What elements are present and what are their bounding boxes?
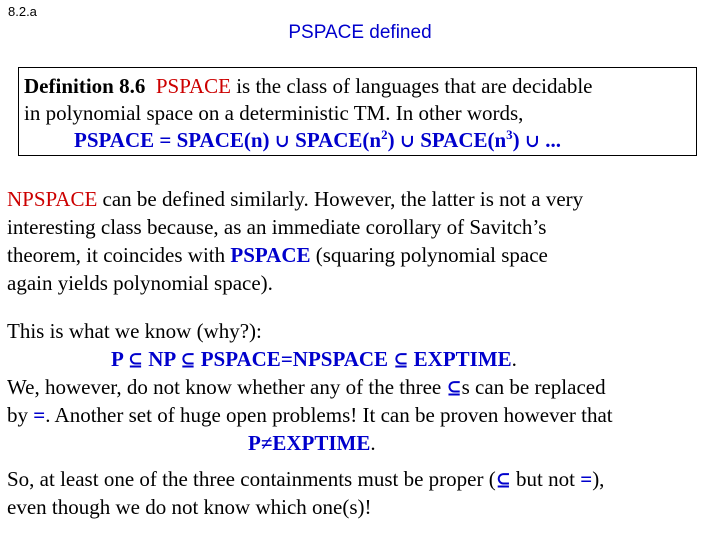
- npspace-line-3-start: theorem, it coincides with: [7, 243, 231, 267]
- union-symbol: ∪: [274, 131, 290, 152]
- definition-line-1-rest: is the class of languages that are decidable: [230, 74, 593, 98]
- know-line-4-end: . Another set of huge open problems! It can be proven however that: [45, 403, 613, 427]
- npspace-line-2: interesting class because, as an immediate corollary of Savitch’s: [7, 215, 547, 239]
- union-symbol: ∪: [524, 131, 541, 152]
- npspace-line-4: again yields polynomial space).: [7, 271, 273, 295]
- npspace-term: NPSPACE: [7, 187, 98, 211]
- definition-line-1: [24, 74, 593, 99]
- know-line-1: This is what we know (why?):: [7, 319, 262, 343]
- know-line-6: [7, 467, 604, 492]
- ellipsis: ...: [540, 128, 562, 152]
- know-line-3-end: s can be replaced: [461, 375, 606, 399]
- chain-pspace: PSPACE=NPSPACE: [195, 347, 394, 371]
- npspace-line-3-end: (squaring polynomial space: [310, 243, 548, 267]
- know-line-3-start: We, however, do not know whether any of the three: [7, 375, 447, 399]
- npspace-line-1: [7, 187, 583, 212]
- know-line-3: [7, 375, 606, 400]
- pspace-term: PSPACE: [230, 243, 311, 267]
- chain-exptime: EXPTIME: [408, 347, 512, 371]
- subseteq-symbol: ⊆: [495, 470, 511, 491]
- subseteq-symbol: ⊆: [446, 378, 462, 399]
- subseteq-symbol: ⊆: [393, 350, 409, 371]
- slide-title: PSPACE defined: [288, 22, 432, 43]
- slide-number: 8.2.a: [8, 4, 37, 19]
- subseteq-symbol: ⊆: [127, 350, 144, 371]
- neq-period: .: [370, 431, 376, 455]
- pspace-equation: [74, 128, 561, 153]
- subseteq-symbol: ⊆: [180, 350, 196, 371]
- chain-p: P: [111, 347, 128, 371]
- chain-period: .: [511, 347, 517, 371]
- know-line-6-start: So, at least one of the three containments must be proper (: [7, 467, 496, 491]
- npspace-line-1-rest: can be defined similarly. However, the latter is not a very: [97, 187, 584, 211]
- equation-part-4: SPACE(n: [414, 128, 507, 152]
- equals-symbol: =: [580, 467, 593, 491]
- equation-part-2: SPACE(n: [289, 128, 382, 152]
- equation-part-5: ): [512, 128, 525, 152]
- equals-symbol: =: [33, 403, 46, 427]
- union-symbol: ∪: [399, 131, 415, 152]
- neq-statement: P≠EXPTIME: [248, 431, 371, 455]
- know-line-4-start: by: [7, 403, 34, 427]
- npspace-line-3: [7, 243, 548, 268]
- know-line-6-mid: but not: [510, 467, 581, 491]
- equation-lhs: PSPACE = SPACE(n): [74, 128, 275, 152]
- containment-chain: [111, 347, 517, 372]
- p-neq-exptime: [248, 431, 376, 456]
- definition-term: PSPACE: [155, 74, 231, 98]
- definition-label: Definition 8.6: [24, 74, 146, 98]
- know-line-6-end: ),: [592, 467, 605, 491]
- know-line-7: even though we do not know which one(s)!: [7, 495, 372, 519]
- exponent-3: 3: [506, 127, 513, 142]
- exponent-2: 2: [381, 127, 388, 142]
- equation-part-3: ): [387, 128, 400, 152]
- know-line-4: [7, 403, 613, 428]
- definition-line-2: in polynomial space on a deterministic TM. In other words,: [24, 101, 524, 125]
- chain-np: NP: [143, 347, 181, 371]
